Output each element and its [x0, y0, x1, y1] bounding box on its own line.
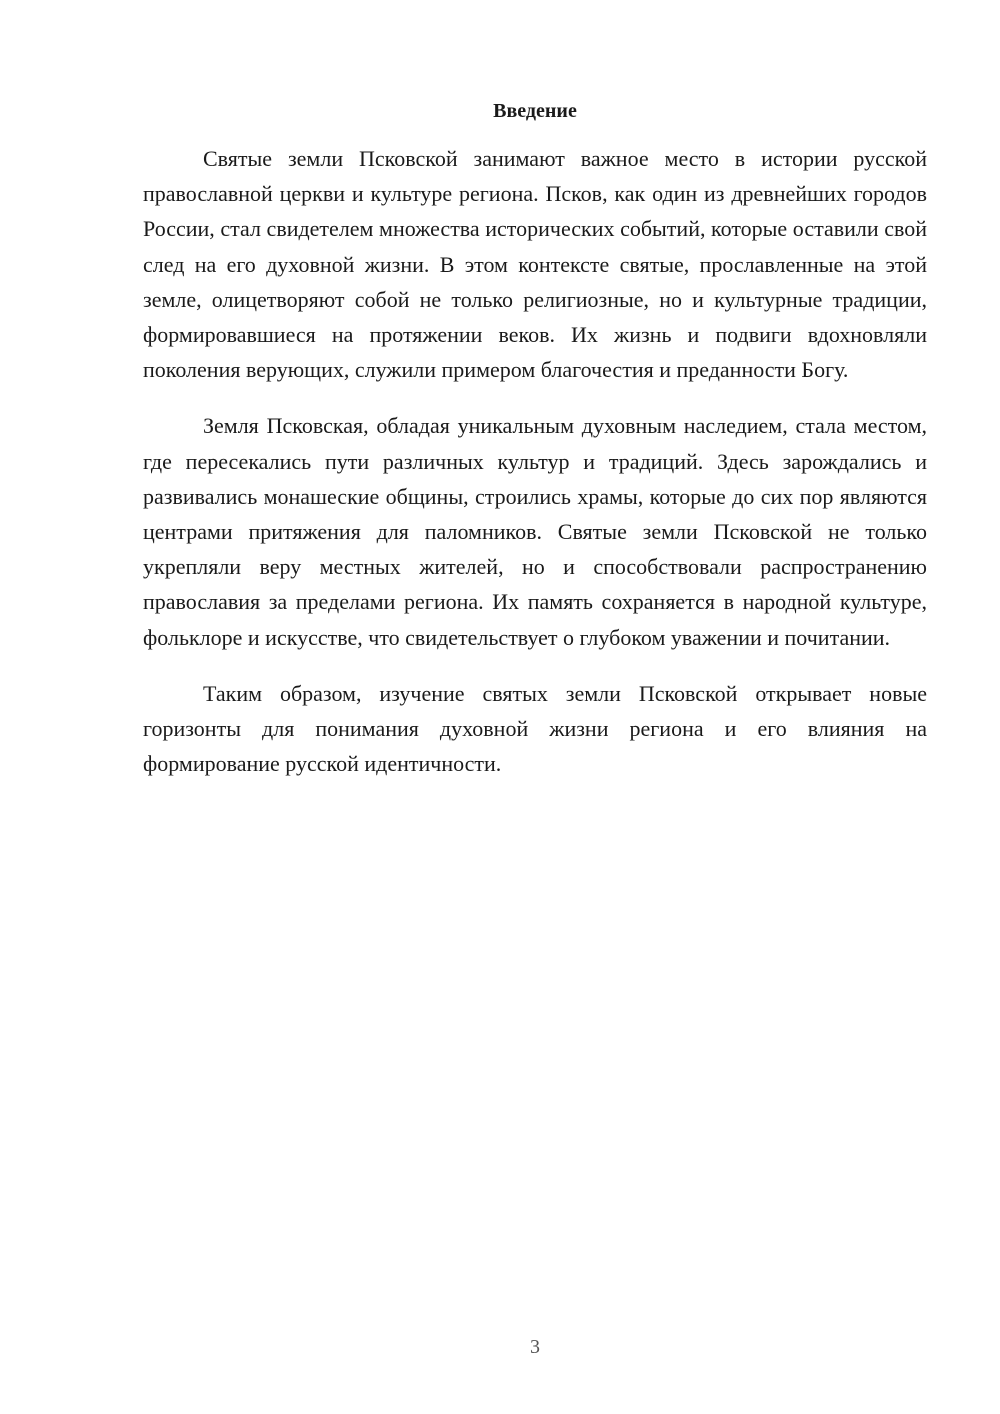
page-number: 3: [530, 1336, 540, 1358]
body-text: [143, 141, 927, 802]
paragraph-2: Земля Псковская, обладая уникальным духовным наследием, стала местом, где пересекались пути различных культур и традиций. Здесь зарождались и развивались монашеские общины, строились храмы, которые до сих пор являются центрами притяжения для паломников. Святые земли Псковской не только укрепляли веру местных жителей, но и способствовали распространению православия за пределами региона. Их память сохраняется в народной культуре, фольклоре и искусстве, что свидетельствует о глубоком уважении и почитании.: [143, 413, 927, 650]
section-heading: Введение: [493, 100, 577, 122]
paragraph-1: Святые земли Псковской занимают важное место в истории русской православной церкви и культуре региона. Псков, как один из древнейших городов России, стал свидетелем множества исторических событий, которые оставили свой след на его духовной жизни. В этом контексте святые, прославленные на этой земле, олицетворяют собой не только религиозные, но и культурные традиции, формировавшиеся на протяжении веков. Их жизнь и подвиги вдохновляли поколения верующих, служили примером благочестия и преданности Богу.: [143, 146, 927, 383]
paragraph-3: Таким образом, изучение святых земли Псковской открывает новые горизонты для понимания духовной жизни региона и его влияния на формирование русской идентичности.: [143, 680, 927, 777]
